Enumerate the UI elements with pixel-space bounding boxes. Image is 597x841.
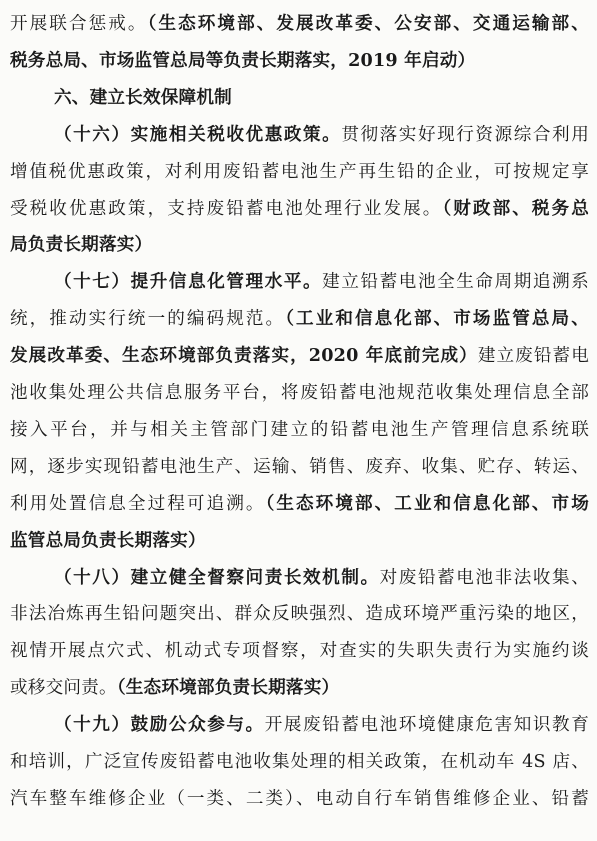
- bold-text: 局负责长期落实）: [10, 234, 153, 255]
- body-text: 开展联合惩戒。: [10, 14, 148, 34]
- text-line: [54, 566, 589, 590]
- text-line: [54, 713, 589, 737]
- body-text: 网，逐步实现铅蓄电池生产、运输、销售、废弃、收集、贮存、转运、: [10, 457, 589, 477]
- bold-text: （十七）提升信息化管理水平。: [54, 271, 323, 292]
- text-line: [10, 307, 589, 331]
- body-text: 非法冶炼再生铅问题突出、群众反映强烈、造成环境严重污染的地区，: [10, 604, 589, 624]
- text-line: [10, 750, 589, 774]
- body-text: 贯彻落实好现行资源综合利用: [341, 125, 589, 145]
- body-text: 和培训，广泛宣传废铅蓄电池收集处理的相关政策，在机动车 4S 店、: [10, 752, 589, 772]
- body-text: 对废铅蓄电池非法收集、: [379, 568, 589, 588]
- text-line: [54, 270, 589, 294]
- body-text: 汽车整车维修企业（一类、二类）、电动自行车销售维修企业、铅蓄: [10, 789, 589, 809]
- text-line: [54, 123, 589, 147]
- body-text: 池收集处理公共信息服务平台，将废铅蓄电池规范收集处理信息全部: [10, 383, 589, 403]
- bold-text: （财政部、税务总: [442, 198, 589, 219]
- text-line: [10, 344, 589, 368]
- bold-text: （十九）鼓励公众参与。: [54, 714, 265, 735]
- bold-text: 监管总局负责长期落实）: [10, 530, 206, 551]
- text-line: [10, 492, 589, 516]
- bold-text: （十六）实施相关税收优惠政策。: [54, 124, 342, 145]
- bold-text: （十八）建立健全督察问责长效机制。: [54, 567, 380, 588]
- text-line: [10, 160, 589, 184]
- body-text: 利用处置信息全过程可追溯。: [10, 494, 266, 514]
- text-line: [10, 12, 589, 36]
- text-line: [10, 529, 589, 553]
- text-line: [10, 197, 589, 221]
- text-line: [10, 49, 589, 73]
- text-line: [10, 787, 589, 811]
- bold-text: 税务总局、市场监管总局等负责长期落实，2019 年启动）: [10, 50, 476, 71]
- text-line: [10, 455, 589, 479]
- body-text: 统，推动实行统一的编码规范。: [10, 309, 286, 329]
- body-text: 增值税优惠政策，对利用废铅蓄电池生产再生铅的企业，可按规定享: [10, 162, 589, 182]
- text-line: [10, 602, 589, 626]
- body-text: 接入平台，并与相关主管部门建立的铅蓄电池生产管理信息系统联: [10, 420, 589, 440]
- bold-text: （生态环境部、发展改革委、公安部、交通运输部、: [147, 13, 589, 34]
- text-line: [10, 639, 589, 663]
- text-line: [10, 381, 589, 405]
- text-line: [10, 418, 589, 442]
- bold-text: 发展改革委、生态环境部负责落实，2020 年底前完成）: [10, 345, 478, 366]
- bold-text: （生态环境部负责长期落实）: [116, 677, 340, 698]
- body-text: 或移交问责。: [10, 678, 117, 698]
- body-text: 建立铅蓄电池全生命周期追溯系: [322, 272, 589, 292]
- text-line: [10, 676, 589, 700]
- bold-text: （工业和信息化部、市场监管总局、: [285, 308, 589, 329]
- body-text: 视情开展点穴式、机动式专项督察，对查实的失职失责行为实施约谈: [10, 641, 589, 661]
- body-text: 受税收优惠政策，支持废铅蓄电池处理行业发展。: [10, 199, 443, 219]
- section-heading: [54, 86, 589, 110]
- bold-text: （生态环境部、工业和信息化部、市场: [265, 493, 589, 514]
- bold-text: 六、建立长效保障机制: [54, 88, 232, 108]
- text-line: [10, 233, 589, 257]
- body-text: 建立废铅蓄电: [477, 346, 589, 366]
- body-text: 开展废铅蓄电池环境健康危害知识教育: [264, 715, 589, 735]
